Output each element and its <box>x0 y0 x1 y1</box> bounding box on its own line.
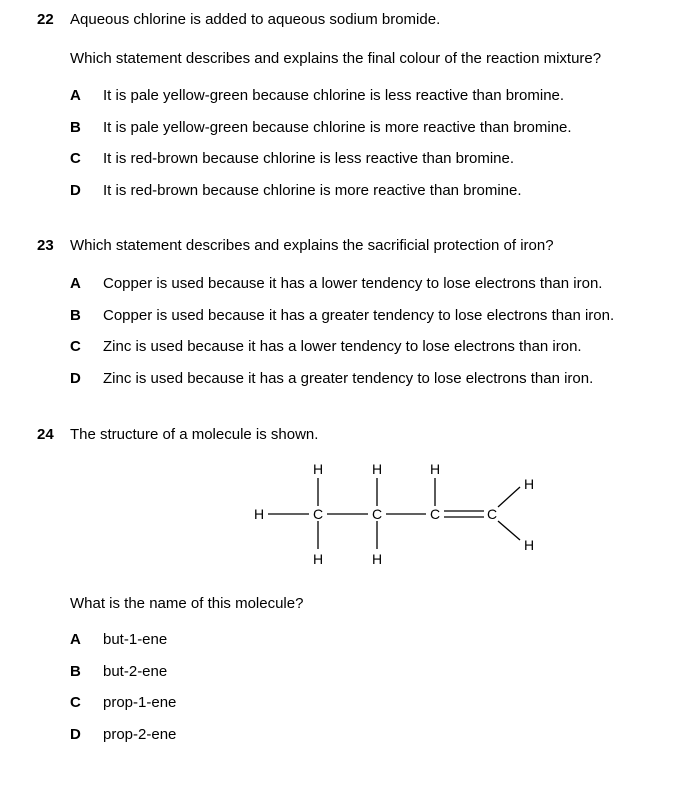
molecule-structure-diagram <box>245 455 555 570</box>
atom-h: H <box>429 461 441 477</box>
option-text: It is pale yellow-green because chlorine is more reactive than bromine. <box>103 119 572 136</box>
question-number: 23 <box>37 237 54 254</box>
atom-c: C <box>371 506 383 522</box>
option-text: prop-2-ene <box>103 726 177 743</box>
atom-c: C <box>486 506 498 522</box>
option-text: prop-1-ene <box>103 694 177 711</box>
question-stem: Which statement describes and explains the sacrificial protection of iron? <box>70 237 554 254</box>
question-prompt: What is the name of this molecule? <box>70 595 304 612</box>
option-letter: D <box>70 182 81 199</box>
question-stem: The structure of a molecule is shown. <box>70 426 319 443</box>
option-text: It is pale yellow-green because chlorine is less reactive than bromine. <box>103 87 565 104</box>
option-text: Zinc is used because it has a lower tendency to lose electrons than iron. <box>103 338 582 355</box>
question-stem: Aqueous chlorine is added to aqueous sodium bromide. <box>70 11 441 28</box>
option-letter: B <box>70 119 81 136</box>
option-text: It is red-brown because chlorine is less reactive than bromine. <box>103 150 515 167</box>
option-text: Zinc is used because it has a greater tendency to lose electrons than iron. <box>103 370 594 387</box>
option-text: but-1-ene <box>103 631 168 648</box>
atom-h: H <box>312 551 324 567</box>
atom-c: C <box>312 506 324 522</box>
option-letter: A <box>70 275 81 292</box>
atom-h: H <box>371 551 383 567</box>
option-letter: C <box>70 694 81 711</box>
option-letter: B <box>70 307 81 324</box>
option-text: It is red-brown because chlorine is more reactive than bromine. <box>103 182 522 199</box>
option-letter: A <box>70 631 81 648</box>
atom-h: H <box>523 476 535 492</box>
option-letter: A <box>70 87 81 104</box>
atom-h: H <box>312 461 324 477</box>
option-letter: B <box>70 663 81 680</box>
question-prompt: Which statement describes and explains the final colour of the reaction mixture? <box>70 50 602 67</box>
option-text: but-2-ene <box>103 663 168 680</box>
question-number: 22 <box>37 11 54 28</box>
atom-c: C <box>429 506 441 522</box>
atom-h: H <box>253 506 265 522</box>
option-letter: C <box>70 338 81 355</box>
question-number: 24 <box>37 426 54 443</box>
option-text: Copper is used because it has a greater tendency to lose electrons than iron. <box>103 307 615 324</box>
atom-h: H <box>523 537 535 553</box>
option-letter: D <box>70 726 81 743</box>
atom-h: H <box>371 461 383 477</box>
option-letter: D <box>70 370 81 387</box>
option-letter: C <box>70 150 81 167</box>
option-text: Copper is used because it has a lower tendency to lose electrons than iron. <box>103 275 603 292</box>
